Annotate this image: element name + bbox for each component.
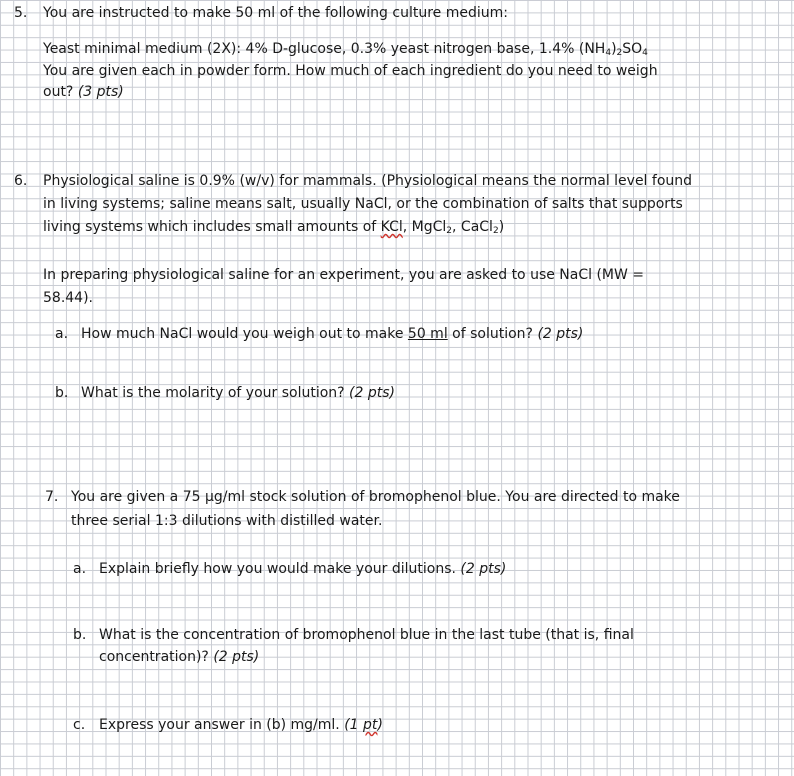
- q7-a-label: a.: [73, 561, 87, 577]
- q7-c-text: Express your answer in (b) mg/ml. (1 pt): [99, 717, 383, 733]
- q7-line1: You are given a 75 μg/ml stock solution of bromophenol blue. You are directed to make: [71, 489, 680, 505]
- q7-c-label: c.: [73, 717, 86, 733]
- q6-number: 6.: [14, 173, 28, 189]
- q5-line3: out? (3 pts): [43, 84, 124, 100]
- q6-line3: living systems which includes small amounts of KCl, MgCl$_2$, CaCl$_2$): [43, 219, 505, 236]
- q5-number: 5.: [14, 5, 28, 21]
- q7-b-line2: concentration)? (2 pts): [99, 649, 260, 665]
- q5-prompt: You are instructed to make 50 ml of the following culture medium:: [43, 5, 508, 21]
- q6-para2-line2: 58.44).: [43, 290, 93, 306]
- q7-line2: three serial 1:3 dilutions with distilled water.: [71, 513, 383, 529]
- q6-b-text: What is the molarity of your solution? (2 pts): [81, 385, 395, 401]
- q7-b-label: b.: [73, 627, 87, 643]
- q6-a-text: How much NaCl would you weigh out to make 50 ml of solution? (2 pts): [81, 326, 584, 342]
- q6-b-label: b.: [55, 385, 69, 401]
- q5-line2: You are given each in powder form. How much of each ingredient do you need to weigh: [43, 63, 658, 79]
- q7-number: 7.: [45, 489, 59, 505]
- q6-line2: in living systems; saline means salt, usually NaCl, or the combination of salts that supports: [43, 196, 683, 212]
- q6-line1: Physiological saline is 0.9% (w/v) for mammals. (Physiological means the normal level found: [43, 173, 693, 189]
- q6-para2-line1: In preparing physiological saline for an experiment, you are asked to use NaCl (MW =: [43, 267, 645, 283]
- q5-recipe: Yeast minimal medium (2X): 4% D-glucose, 0.3% yeast nitrogen base, 1.4% $(NH_4)_2SO_4$: [43, 41, 648, 58]
- q6-a-label: a.: [55, 326, 69, 342]
- q7-a-text: Explain briefly how you would make your dilutions. (2 pts): [99, 561, 507, 577]
- q7-b-line1: What is the concentration of bromophenol blue in the last tube (that is, final: [99, 627, 634, 643]
